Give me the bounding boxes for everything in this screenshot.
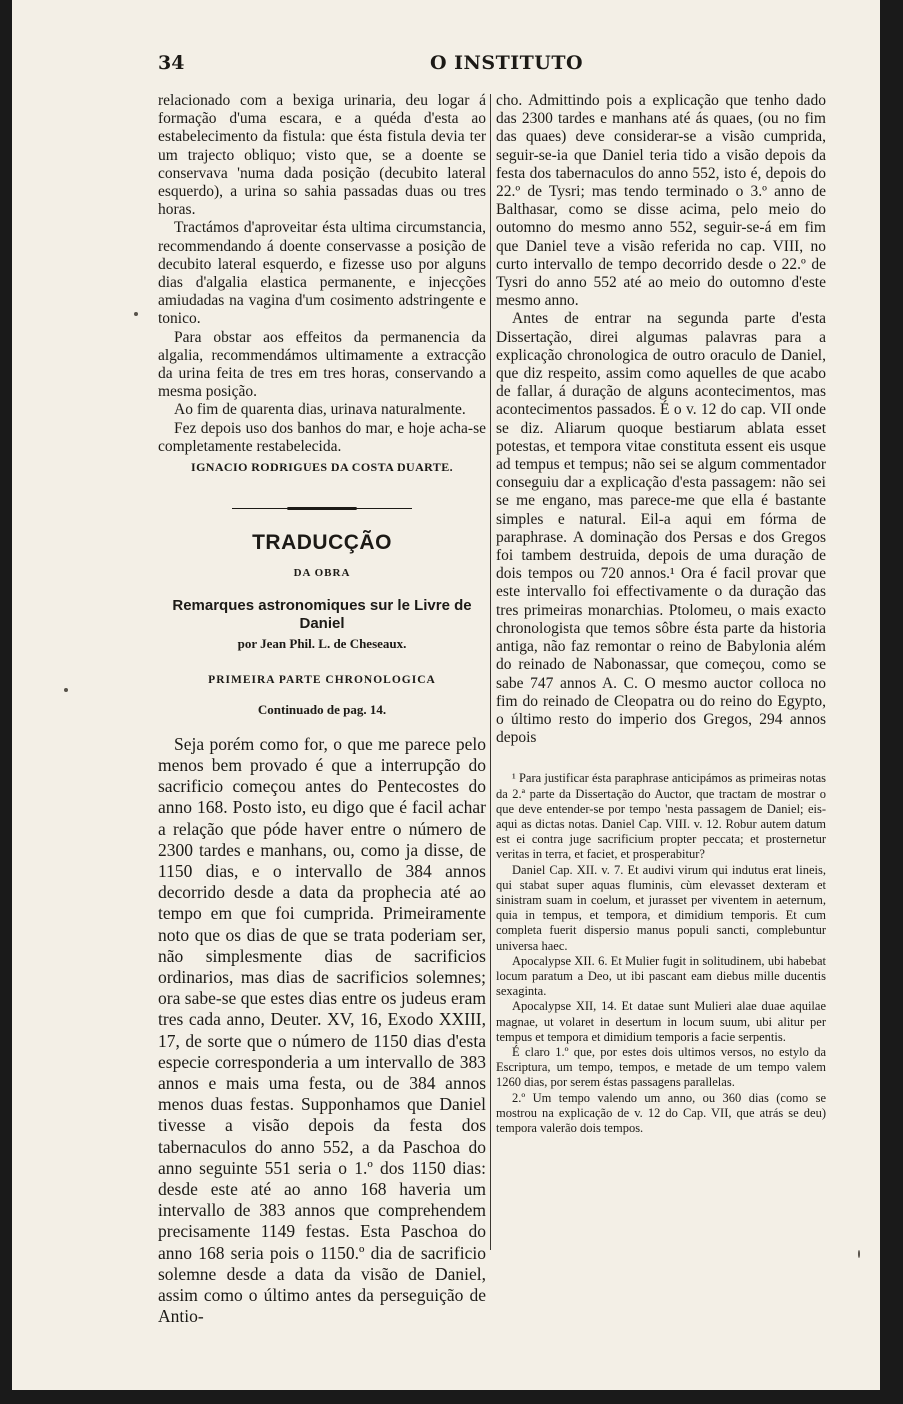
paragraph: Fez depois uso dos banhos do mar, e hoje acha-se completamente restabelecida. <box>158 419 486 455</box>
paragraph: Tractámos d'aproveitar ésta ultima circumstancia, recommendando á doente conservasse a posição de decubito lateral esquerdo, e fizesse uso por alguns dias d'algalia elastica permanente, e injecções amiudadas na vagina d'um cosimento adstringente e tonico. <box>158 219 486 328</box>
right-column <box>496 92 826 1136</box>
paragraph: Ao fim de quarenta dias, urinava naturalmente. <box>174 401 466 419</box>
left-column <box>158 92 486 1327</box>
journal-page <box>12 0 880 1390</box>
page-number: 34 <box>158 52 185 74</box>
footnotes <box>496 771 826 1136</box>
continued-note: Continuado de pag. 14. <box>257 702 387 718</box>
running-title: O INSTITUTO <box>430 52 584 74</box>
footnote: ¹ Para justificar ésta paraphrase anticipámos as primeiras notas da 2.ª parte da Dissertação do Auctor, que tractam de mostrar o que deve entender-se por tempo 'nesta passagem de Daniel; eis-aqui as dictas notas. Daniel Cap. VIII. v. 12. Robur autem datum est ei contra juge sacrificium propter peccata; et prosternetur veritas in terra, et faciet, et prosperabitur? <box>496 771 826 862</box>
footnote: 2.º Um tempo valendo um anno, ou 360 dias (como se mostrou na explicação de v. 12 do Cap. VII, que atrás se deu) tempora valerão dois tempos. <box>496 1090 826 1135</box>
footnote: Apocalypse XII, 14. Et datae sunt Mulieri alae duae aquilae magnae, ut volaret in desertum in locum suum, ubi alitur per tempus et tempora et dimidium temporis a facie serpentis. <box>496 999 826 1044</box>
footnote: Apocalypse XII. 6. Et Mulier fugit in solitudinem, ubi habebat locum paratum a Deo, ut ibi pascant eam diebus mille ducentis sexaginta. <box>496 953 826 999</box>
paragraph: cho. Admittindo pois a explicação que tenho dado das 2300 tardes e manhans até ás quaes, (ou no fim das quaes) deve considerar-se a visão cumprida, seguir-se-ia que Daniel teria tido a visão depois da festa dos tabernaculos do anno 552, isto é, depois do 22.º de Tysri; mas tendo terminado o 3.º anno de Balthasar, como se disse acima, pelo meio do outomno do mesmo anno 552, seguir-se-á em fim que Daniel teve a visão referida no cap. VIII, no curto intervallo de tempo decorrido desde o 22.º de Tysri do anno 552 até ao meio do outomno d'este mesmo anno. <box>496 92 826 310</box>
section-title: TRADUCÇÃO <box>252 531 392 555</box>
part-title: PRIMEIRA PARTE CHRONOLOGICA <box>208 674 436 687</box>
paragraph: Antes de entrar na segunda parte d'esta Dissertação, direi algumas palavras para a explicação chronologica de outro oraculo de Daniel, que diz respeito, assim como aquelles de que acabo de fallar, á duração de alguns acontecimentos, mas acontecimentos passados. É o v. 12 do cap. VII onde se diz. Aliarum quoque bestiarum ablata esset potestas, et tempora vitae constituta essent eis usque ad tempus et tempus; não sei se algum commentador conseguiu dar a explicação d'esta passagem: não sei se me engano, mas parece-me que ella é bastante simples e natural. Eil-a aqui em fórma de paraphrase. A dominação dos Persas e dos Gregos foi tambem destruida, depois de uma duração de dois tempos ou 720 annos.¹ Ora é facil provar que este intervallo foi effectivamente o da duração das tres primeiras monarchias. Ptolomeu, o mais exacto chronologista que temos sôbre ésta parte da historia antiga, não faz remontar o reino de Babylonia além do reinado de Nabonassar, que começou, como se sabe 747 annos A. C. O mesmo auctor colloca no fim do reinado de Cleopatra ou do reino do Egypto, o último resto do imperio dos Gregos, 294 annos depois <box>496 310 826 747</box>
author-signature: IGNACIO RODRIGUES DA COSTA DUARTE. <box>191 460 453 475</box>
work-title: Remarques astronomiques sur le Livre de Daniel <box>172 596 472 632</box>
paragraph: Seja porém como for, o que me parece pelo menos bem provado é que a interrupção do sacrificio começou antes do Pentecostes do anno 168. Posto isto, eu digo que é facil achar a relação que póde haver entre o número de 2300 tardes e manhans, ou, como ja disse, de 1150 dias, e o intervallo de 384 annos decorrido desde a data da prophecia até ao tempo em que foi cumprida. Primeiramente noto que os dias de que se trata poderiam ser, não simplesmente dias de sacrificios ordinarios, mas dias de sacrificios solemnes; ora sabe-se que estes dias entre os judeus eram tres cada anno, Deuter. XV, 16, Exodo XXIII, 17, de sorte que o número de 1150 dias d'esta especie corresponderia a um intervallo de 383 annos e mais uma festa, ou de 384 annos menos duas festas. Supponhamos que Daniel tivesse a visão depois da festa dos tabernaculos do anno 552, a da Paschoa do anno seguinte 551 seria o 1.º dos 1150 dias: desde este até ao anno 168 haveria um intervallo de 383 annos que comprehendem precisamente 1149 festas. Esta Paschoa do anno 168 seria pois o 1150.º dia de sacrificio solemne desde a data da visão de Daniel, assim como o último antes da perseguição de Antio- <box>158 733 486 1327</box>
paper-speck <box>134 312 138 316</box>
work-author: por Jean Phil. L. de Cheseaux. <box>237 636 407 652</box>
translation-body <box>158 734 486 1328</box>
da-obra-label: DA OBRA <box>293 567 351 580</box>
paragraph: relacionado com a bexiga urinaria, deu logar á formação d'uma escara, e a quéda d'esta ao estabelecimento da fistula: que ésta fistula devia ter um trajecto obliquo; visto que, se a doente se conservava 'numa dada posição (decubito lateral esquerdo), a urina so sahia passadas duas ou tres horas. <box>158 92 486 219</box>
paragraph: Para obstar aos effeitos da permanencia da algalia, recommendámos ultimamente a extracção da urina feita de tres em tres horas, conservando a mesma posição. <box>158 328 486 401</box>
page-header <box>158 52 860 78</box>
footnote: É claro 1.º que, por estes dois ultimos versos, no estylo da Escriptura, um tempo, tempos, e metade de um tempo valem 1260 dias, por serem éstas passagens parallelas. <box>496 1044 826 1090</box>
paper-speck <box>858 1250 860 1258</box>
column-divider <box>490 94 491 1250</box>
paper-speck <box>64 688 68 692</box>
section-rule <box>232 506 412 512</box>
footnote: Daniel Cap. XII. v. 7. Et audivi virum qui indutus erat lineis, qui stabat super aquas fluminis, cùm elevasset dexteram et sinistram suam in coelum, et jurasset per viventem in aeternum, quia in tempus, et tempora, et dimidium temporis. Et cum completa fuerit dispersio manus populi sancti, complebuntur universa haec. <box>496 862 826 953</box>
